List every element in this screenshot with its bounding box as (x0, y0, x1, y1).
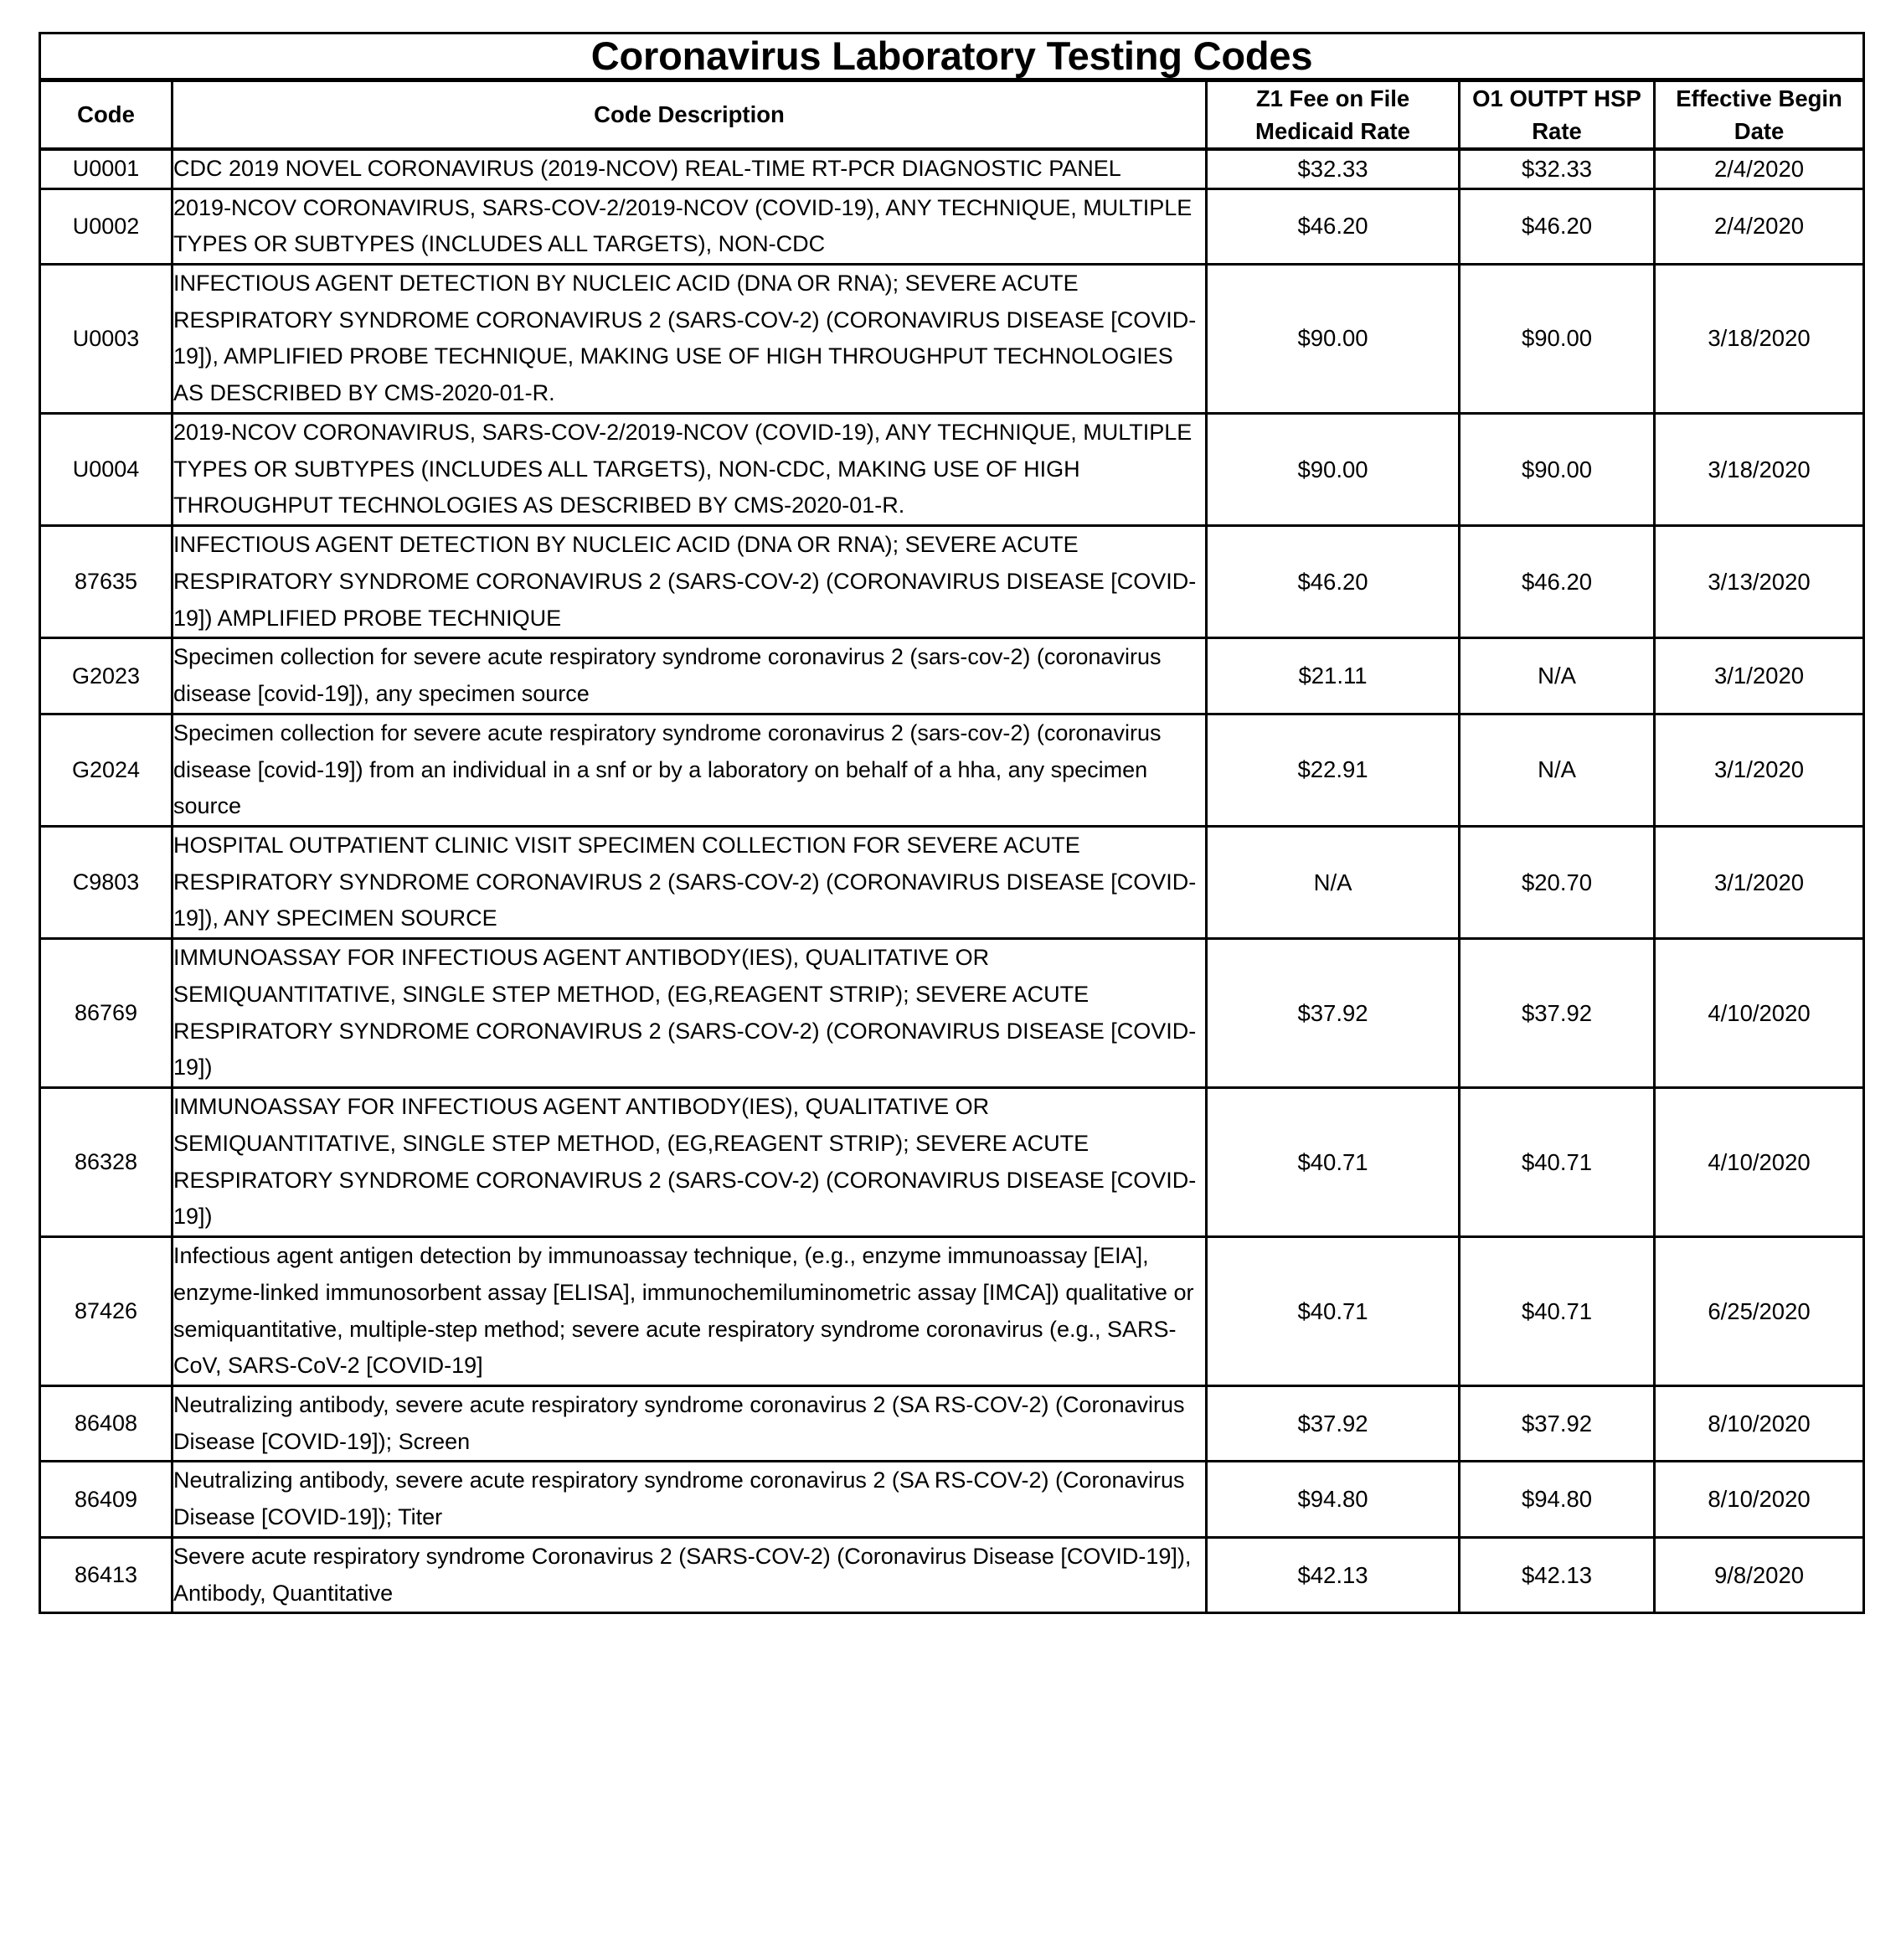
cell-code-description: 2019-NCOV CORONAVIRUS, SARS-COV-2/2019-NCOV (COVID-19), ANY TECHNIQUE, MULTIPLE TYPES OR SUBTYPES (INCLUDES ALL TARGETS), NON-CDC, MAKING USE OF HIGH THROUGHPUT TECHNOLOGIES AS DESCRIBED BY CMS-2020-01-R. (173, 413, 1207, 525)
cell-code-description: 2019-NCOV CORONAVIRUS, SARS-COV-2/2019-NCOV (COVID-19), ANY TECHNIQUE, MULTIPLE TYPES OR SUBTYPES (INCLUDES ALL TARGETS), NON-CDC (173, 188, 1207, 264)
table-row (40, 638, 1864, 714)
cell-o1-outpt-hsp-rate: $37.92 (1460, 1386, 1655, 1462)
column-header-z1-fee-medicaid-rate (1207, 80, 1460, 149)
table-row (40, 1386, 1864, 1462)
cell-o1-outpt-hsp-rate: $40.71 (1460, 1237, 1655, 1386)
cell-code: U0004 (40, 413, 173, 525)
cell-z1-medicaid-rate: $42.13 (1207, 1537, 1460, 1612)
cell-o1-outpt-hsp-rate: $40.71 (1460, 1088, 1655, 1237)
cell-effective-begin-date: 3/18/2020 (1655, 413, 1864, 525)
cell-code: 86408 (40, 1386, 173, 1462)
cell-code-description: Infectious agent antigen detection by immunoassay technique, (e.g., enzyme immunoassay [EIA], enzyme-linked immunosorbent assay [ELISA], immunochemiluminometric assay [IMCA]) qualitative or semiquantitative, multiple-step method; severe acute respiratory syndrome coronavirus (e.g., SARS-CoV, SARS-CoV-2 [COVID-19] (173, 1237, 1207, 1386)
cell-z1-medicaid-rate: $37.92 (1207, 939, 1460, 1088)
cell-code-description: Specimen collection for severe acute respiratory syndrome coronavirus 2 (sars-cov-2) (coronavirus disease [covid-19]), any specimen source (173, 638, 1207, 714)
cell-z1-medicaid-rate: $40.71 (1207, 1237, 1460, 1386)
table-row (40, 1237, 1864, 1386)
table-header-row (40, 80, 1864, 149)
cell-o1-outpt-hsp-rate: $20.70 (1460, 827, 1655, 939)
cell-o1-outpt-hsp-rate: $94.80 (1460, 1462, 1655, 1537)
cell-effective-begin-date: 3/18/2020 (1655, 264, 1864, 413)
column-header-o1-outpt-hsp-rate (1460, 80, 1655, 149)
cell-effective-begin-date: 6/25/2020 (1655, 1237, 1864, 1386)
cell-effective-begin-date: 3/1/2020 (1655, 827, 1864, 939)
table-row (40, 1537, 1864, 1612)
table-row (40, 526, 1864, 638)
cell-code-description: Severe acute respiratory syndrome Coronavirus 2 (SARS-COV-2) (Coronavirus Disease [COVID-19]), Antibody, Quantitative (173, 1537, 1207, 1612)
cell-effective-begin-date: 8/10/2020 (1655, 1386, 1864, 1462)
cell-z1-medicaid-rate: $21.11 (1207, 638, 1460, 714)
cell-code-description: IMMUNOASSAY FOR INFECTIOUS AGENT ANTIBODY(IES), QUALITATIVE OR SEMIQUANTITATIVE, SINGLE STEP METHOD, (EG,REAGENT STRIP); SEVERE ACUTE RESPIRATORY SYNDROME CORONAVIRUS 2 (SARS-COV-2) (CORONAVIRUS DISEASE [COVID-19]) (173, 1088, 1207, 1237)
table-row (40, 264, 1864, 413)
cell-code: U0001 (40, 149, 173, 188)
cell-z1-medicaid-rate: $90.00 (1207, 264, 1460, 413)
table-row (40, 413, 1864, 525)
cell-effective-begin-date: 4/10/2020 (1655, 1088, 1864, 1237)
cell-effective-begin-date: 2/4/2020 (1655, 188, 1864, 264)
coronavirus-lab-testing-codes-table (39, 32, 1865, 1614)
column-header-z1-line1: Z1 Fee on File (1255, 85, 1410, 111)
column-header-z1-line2: Medicaid Rate (1255, 117, 1410, 144)
cell-code: G2023 (40, 638, 173, 714)
cell-code-description: INFECTIOUS AGENT DETECTION BY NUCLEIC ACID (DNA OR RNA); SEVERE ACUTE RESPIRATORY SYNDROME CORONAVIRUS 2 (SARS-COV-2) (CORONAVIRUS DISEASE [COVID-19]), AMPLIFIED PROBE TECHNIQUE, MAKING USE OF HIGH THROUGHPUT TECHNOLOGIES AS DESCRIBED BY CMS-2020-01-R. (173, 264, 1207, 413)
cell-code-description: Neutralizing antibody, severe acute respiratory syndrome coronavirus 2 (SA RS-COV-2) (Coronavirus Disease [COVID-19]); Titer (173, 1462, 1207, 1537)
table-body (40, 34, 1864, 1613)
cell-o1-outpt-hsp-rate: $90.00 (1460, 413, 1655, 525)
cell-code: C9803 (40, 827, 173, 939)
table-row (40, 1088, 1864, 1237)
cell-code-description: INFECTIOUS AGENT DETECTION BY NUCLEIC ACID (DNA OR RNA); SEVERE ACUTE RESPIRATORY SYNDROME CORONAVIRUS 2 (SARS-COV-2) (CORONAVIRUS DISEASE [COVID-19]) AMPLIFIED PROBE TECHNIQUE (173, 526, 1207, 638)
column-header-code: Code (40, 80, 173, 149)
cell-code: 86409 (40, 1462, 173, 1537)
column-header-o1-line1: O1 OUTPT HSP (1472, 85, 1641, 111)
cell-effective-begin-date: 2/4/2020 (1655, 149, 1864, 188)
cell-z1-medicaid-rate: $40.71 (1207, 1088, 1460, 1237)
cell-code-description: IMMUNOASSAY FOR INFECTIOUS AGENT ANTIBODY(IES), QUALITATIVE OR SEMIQUANTITATIVE, SINGLE STEP METHOD, (EG,REAGENT STRIP); SEVERE ACUTE RESPIRATORY SYNDROME CORONAVIRUS 2 (SARS-COV-2) (CORONAVIRUS DISEASE [COVID-19]) (173, 939, 1207, 1088)
cell-code: G2024 (40, 714, 173, 826)
cell-code: 86328 (40, 1088, 173, 1237)
cell-o1-outpt-hsp-rate: $46.20 (1460, 188, 1655, 264)
table-row (40, 188, 1864, 264)
cell-z1-medicaid-rate: $37.92 (1207, 1386, 1460, 1462)
cell-code-description: HOSPITAL OUTPATIENT CLINIC VISIT SPECIMEN COLLECTION FOR SEVERE ACUTE RESPIRATORY SYNDROME CORONAVIRUS 2 (SARS-COV-2) (CORONAVIRUS DISEASE [COVID-19]), ANY SPECIMEN SOURCE (173, 827, 1207, 939)
cell-code: 86413 (40, 1537, 173, 1612)
table-row (40, 149, 1864, 188)
cell-o1-outpt-hsp-rate: N/A (1460, 638, 1655, 714)
cell-code-description: Specimen collection for severe acute respiratory syndrome coronavirus 2 (sars-cov-2) (coronavirus disease [covid-19]) from an individual in a snf or by a laboratory on behalf of a hha, any specimen source (173, 714, 1207, 826)
table-title-row (40, 34, 1864, 80)
cell-code: U0003 (40, 264, 173, 413)
cell-o1-outpt-hsp-rate: N/A (1460, 714, 1655, 826)
cell-z1-medicaid-rate: $32.33 (1207, 149, 1460, 188)
table-row (40, 827, 1864, 939)
cell-effective-begin-date: 3/1/2020 (1655, 714, 1864, 826)
cell-o1-outpt-hsp-rate: $37.92 (1460, 939, 1655, 1088)
table-title: Coronavirus Laboratory Testing Codes (40, 34, 1864, 80)
column-header-date-line1: Effective Begin (1676, 85, 1842, 111)
cell-z1-medicaid-rate: $90.00 (1207, 413, 1460, 525)
cell-code: 86769 (40, 939, 173, 1088)
table-row (40, 939, 1864, 1088)
cell-effective-begin-date: 4/10/2020 (1655, 939, 1864, 1088)
cell-o1-outpt-hsp-rate: $42.13 (1460, 1537, 1655, 1612)
cell-effective-begin-date: 9/8/2020 (1655, 1537, 1864, 1612)
cell-code: 87635 (40, 526, 173, 638)
cell-code: 87426 (40, 1237, 173, 1386)
cell-code-description: CDC 2019 NOVEL CORONAVIRUS (2019-NCOV) REAL-TIME RT-PCR DIAGNOSTIC PANEL (173, 149, 1207, 188)
cell-z1-medicaid-rate: $46.20 (1207, 188, 1460, 264)
column-header-code-description: Code Description (173, 80, 1207, 149)
cell-effective-begin-date: 8/10/2020 (1655, 1462, 1864, 1537)
cell-effective-begin-date: 3/1/2020 (1655, 638, 1864, 714)
cell-o1-outpt-hsp-rate: $90.00 (1460, 264, 1655, 413)
table-row (40, 714, 1864, 826)
cell-z1-medicaid-rate: N/A (1207, 827, 1460, 939)
cell-effective-begin-date: 3/13/2020 (1655, 526, 1864, 638)
cell-code: U0002 (40, 188, 173, 264)
cell-z1-medicaid-rate: $22.91 (1207, 714, 1460, 826)
column-header-effective-begin-date (1655, 80, 1864, 149)
cell-o1-outpt-hsp-rate: $32.33 (1460, 149, 1655, 188)
cell-z1-medicaid-rate: $46.20 (1207, 526, 1460, 638)
cell-o1-outpt-hsp-rate: $46.20 (1460, 526, 1655, 638)
cell-code-description: Neutralizing antibody, severe acute respiratory syndrome coronavirus 2 (SA RS-COV-2) (Coronavirus Disease [COVID-19]); Screen (173, 1386, 1207, 1462)
column-header-date-line2: Date (1734, 117, 1785, 144)
column-header-o1-line2: Rate (1532, 117, 1582, 144)
cell-z1-medicaid-rate: $94.80 (1207, 1462, 1460, 1537)
table-row (40, 1462, 1864, 1537)
